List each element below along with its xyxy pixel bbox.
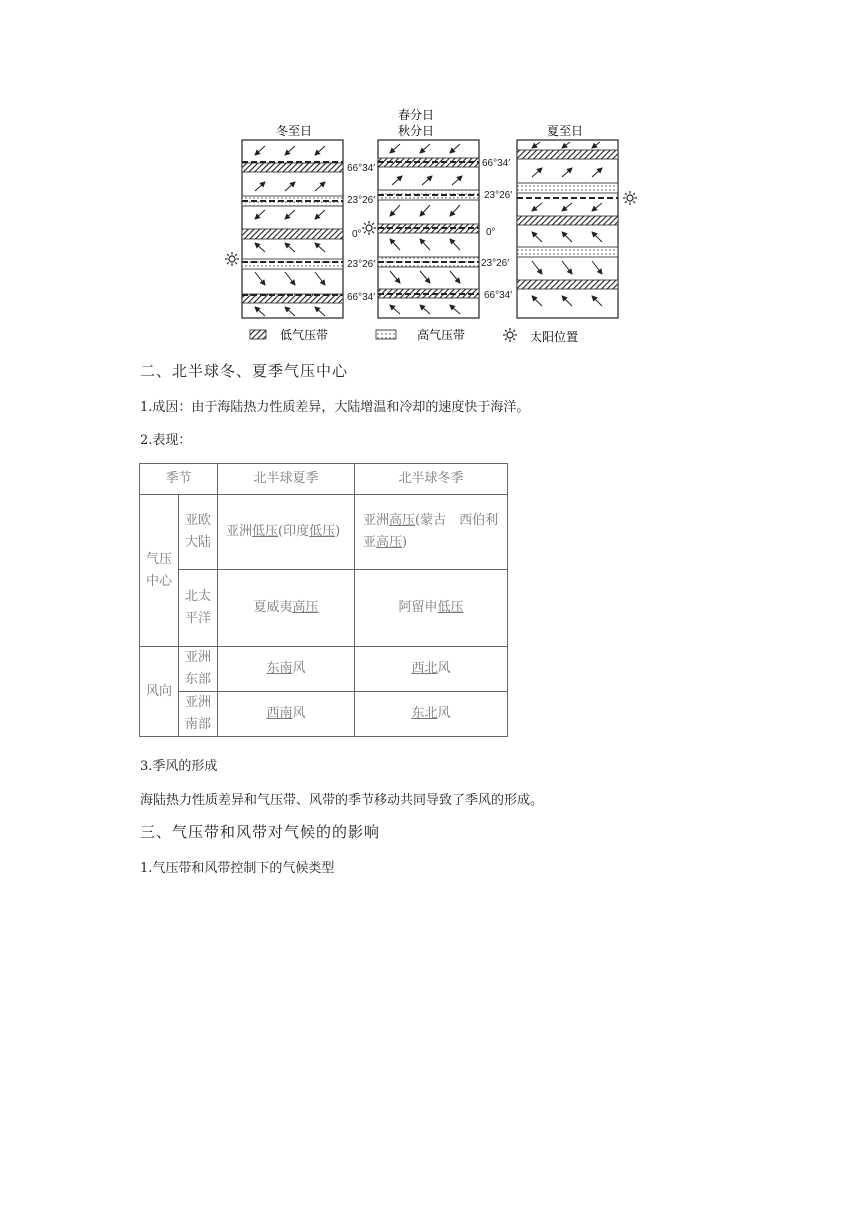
cell-answer: 高压 xyxy=(389,513,416,528)
lat-label: 23°26′ xyxy=(484,190,513,201)
panel-equinox xyxy=(378,140,479,318)
paragraph: 3.季风的形成 xyxy=(140,759,218,774)
cell-text: ) xyxy=(335,524,341,539)
cell-text: 亚洲 xyxy=(226,524,253,539)
panel-winter xyxy=(242,140,343,318)
row-label-text: 亚洲南部 xyxy=(184,695,211,732)
pressure-belt-diagram xyxy=(220,104,640,350)
section-heading: 三、气压带和风带对气候的的影响 xyxy=(140,823,381,841)
legend-high-label: 高气压带 xyxy=(417,328,466,342)
cell-answer: 低压 xyxy=(437,600,464,615)
legend-sun-label: 太阳位置 xyxy=(530,330,579,344)
table-cell xyxy=(355,495,508,570)
paragraph: 海陆热力性质差异和气压带、风带的季节移动共同导致了季风的形成。 xyxy=(140,793,544,808)
cell-text: 风 xyxy=(292,661,306,676)
cell-text: (蒙古 西伯利亚 xyxy=(363,513,499,550)
cell-answer: 低压 xyxy=(252,524,279,539)
cell-answer: 东北 xyxy=(411,706,438,721)
panel-summer xyxy=(517,140,618,318)
header-season: 季节 xyxy=(140,464,218,495)
row-label-text: 亚欧大陆 xyxy=(184,513,211,550)
sun-icon xyxy=(362,221,376,235)
sun-icon xyxy=(503,328,517,342)
lat-label: 23°26′ xyxy=(347,259,376,270)
header-winter: 北半球冬季 xyxy=(355,464,508,495)
legend-high-swatch xyxy=(376,330,396,339)
row-label xyxy=(179,692,218,737)
row-label xyxy=(179,647,218,692)
panel-title-summer: 夏至日 xyxy=(546,124,584,138)
lat-label: 23°26′ xyxy=(347,195,376,206)
row-label xyxy=(179,495,218,570)
table-cell xyxy=(355,647,508,692)
sun-icon xyxy=(623,191,637,205)
header-summer: 北半球夏季 xyxy=(218,464,355,495)
lat-label: 66°34′ xyxy=(484,290,513,301)
cell-answer: 高压 xyxy=(376,535,403,550)
cell-text: ) xyxy=(402,535,408,550)
legend xyxy=(250,327,578,344)
row-label-text: 北太平洋 xyxy=(184,589,211,626)
group-label-text: 气压中心 xyxy=(145,551,172,589)
paragraph: 1.成因：由于海陆热力性质差异，大陆增温和冷却的速度快于海洋。 xyxy=(140,400,530,415)
section-heading: 二、北半球冬、夏季气压中心 xyxy=(140,362,349,380)
cell-text: 风 xyxy=(437,661,451,676)
cell-text: 亚洲 xyxy=(363,513,390,528)
legend-low-swatch xyxy=(250,330,266,339)
legend-low-label: 低气压带 xyxy=(280,328,329,342)
cell-text: 夏威夷 xyxy=(253,600,293,615)
lat-label: 66°34′ xyxy=(347,292,376,303)
lat-label: 23°26′ xyxy=(481,258,510,269)
table-cell xyxy=(355,570,508,647)
lat-label: 0° xyxy=(486,227,496,238)
table-cell xyxy=(218,570,355,647)
table-cell xyxy=(355,692,508,737)
cell-text: 风 xyxy=(437,706,451,721)
group-label xyxy=(140,495,179,647)
cell-answer: 西南 xyxy=(266,706,293,721)
cell-answer: 西北 xyxy=(411,661,438,676)
cell-answer: 东南 xyxy=(266,661,293,676)
panel-title-equinox-1: 春分日 xyxy=(397,108,435,122)
cell-text: 阿留申 xyxy=(398,600,438,615)
table-cell xyxy=(218,692,355,737)
cell-answer: 低压 xyxy=(309,524,336,539)
row-label xyxy=(179,570,218,647)
pressure-center-table xyxy=(139,463,508,737)
paragraph: 1.气压带和风带控制下的气候类型 xyxy=(140,861,335,876)
paragraph: 2.表现： xyxy=(140,433,192,448)
row-label-text: 亚洲东部 xyxy=(184,650,211,687)
cell-text: 风 xyxy=(292,706,306,721)
lat-label: 0° xyxy=(352,229,362,240)
table-cell xyxy=(218,495,355,570)
group-label xyxy=(140,647,179,737)
lat-label: 66°34′ xyxy=(347,163,376,174)
cell-text: (印度 xyxy=(278,524,310,539)
cell-answer: 高压 xyxy=(292,600,319,615)
group-label-text: 风向 xyxy=(145,683,172,699)
panel-title-equinox-2: 秋分日 xyxy=(397,124,435,138)
table-cell xyxy=(218,647,355,692)
panel-title-winter: 冬至日 xyxy=(275,124,313,138)
lat-label: 66°34′ xyxy=(482,158,511,169)
sun-icon xyxy=(225,252,239,266)
